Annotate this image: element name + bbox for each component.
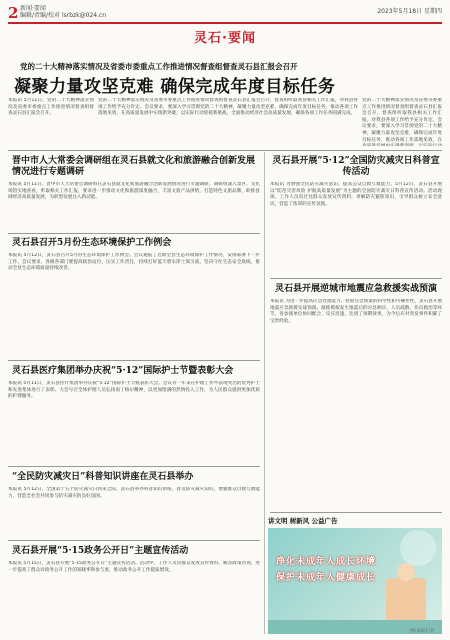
header-meta-line2: 编辑/责编/校对 lsrbzk@024.cn — [20, 12, 107, 19]
divider — [270, 278, 442, 279]
article-nurses-day — [8, 364, 260, 463]
article-title: 灵石县召开5月份生态环境保护工作例会 — [12, 238, 172, 248]
article-disaster-lecture — [8, 470, 260, 527]
article-body: 本报讯 为增强全民防灾减灾意识，提高公众自救互救能力，5月12日，灵石县开展以“防范灾害风险 护航高质量发展”为主题的全国防灾减灾日科普宣传活动。活动现场，工作人员向过往群众发放宣传资料，讲解防灾避险知识，引导群众树立安全意识，营造了浓厚的宣传氛围。 — [270, 182, 442, 207]
article-body: 本报讯 5月11日，晋中市人大常委会调研组在灵石县就文化和旅游融合创新发展情况进行专题调研。调研组深入景区、文化场馆实地查看，听取相关工作汇报，要求进一步推动文化和旅游深度融合，丰富文旅产品供给，打造特色文旅品牌，助推县域经济高质量发展，为转型发展注入新动能。 — [8, 182, 260, 201]
column-separator — [264, 152, 265, 634]
figure-shape — [386, 578, 426, 622]
divider — [8, 233, 260, 234]
article-disaster-day — [270, 154, 442, 278]
article-gov-openness — [8, 544, 260, 631]
lead-byline: 本报讯 5月11日，党的二十大精神落实情况及省委市委重点工作推进情况督查组督查灵石县汇报会召开。 — [8, 98, 94, 117]
divider — [8, 150, 442, 151]
ad-line1: 净化未成年人成长环境 — [276, 557, 377, 567]
ad-credit: 图/本报记者 — [410, 629, 435, 634]
divider — [8, 360, 260, 361]
lead-headline: 凝聚力量攻坚克难 确保完成年度目标任务 — [14, 77, 336, 97]
article-title: “全民防灾减灾日”科普知识讲座在灵石县举办 — [12, 472, 194, 482]
header-rule — [8, 22, 442, 24]
article-title: 灵石县开展“5·15政务公开日”主题宣传活动 — [12, 546, 189, 556]
public-service-ad — [268, 528, 442, 634]
lead-kicker: 党的二十大精神落实情况及省委市委重点工作推进情况督查组督查灵石县汇报会召开 — [20, 62, 298, 71]
page-number: 2 — [8, 4, 19, 22]
article-title: 灵石县开展“5·12”全国防灾减灾日科普宣传活动 — [272, 156, 440, 177]
article-eco-environment — [8, 236, 260, 351]
article-title: 灵石县开展逆城市地震应急救援实战预演 — [274, 284, 437, 294]
article-title: 灵石县医疗集团举办庆祝“5·12”国际护士节暨表彰大会 — [12, 366, 234, 376]
header-meta — [20, 5, 106, 19]
article-body: 本报讯 5月12日，全国第十五个防灾减灾日到来之际，灵石县举办科普知识讲座，普及防灾减灾知识，增强群众自救互救能力，营造全社会共同参与防灾减灾的良好氛围。 — [8, 487, 260, 499]
article-title: 晋中市人大常委会调研组在灵石县就文化和旅游融合创新发展情况进行专题调研 — [12, 156, 256, 177]
divider — [8, 466, 260, 467]
ad-label: 讲文明 树新风 公益广告 — [268, 517, 338, 525]
header-meta-line1: 新闻·要闻 — [20, 5, 46, 12]
divider — [270, 512, 442, 513]
figure-head — [397, 563, 415, 581]
article-earthquake-drill — [270, 282, 442, 499]
section-title: 灵石·要闻 — [194, 31, 256, 46]
ad-line2: 保护未成年人健康成长 — [276, 573, 377, 583]
lead-body: 党的二十大精神落实情况及省委市委重点工作推进情况督查组督查灵石县汇报会召开，督查组听取我县相关工作汇报，对我县各项工作给予充分肯定。会议要求，要深入学习贯彻党的二十大精神，凝聚力量攻坚克难，确保完成年度目标任务，推动各项工作落地见效，在高质量发展中实现新突破，以实际行动迎接新挑战，全面推动经济社会高质量发展，确保各项工作任务圆满完成。 — [98, 98, 358, 117]
article-culture-tourism — [8, 154, 260, 228]
article-body: 本报讯 为进一步提高应急处置能力，检验应急预案的科学性和可操作性，灵石县开展地震应急救援实战预演。演练模拟发生地震后的应急响应、人员疏散、伤员救治等环节，各参演单位协同配合、反应迅速，达到了预期效果，为今后应对突发事件积累了宝贵经验。 — [270, 299, 442, 324]
article-body: 本报讯 5月12日，灵石县召开5月份生态环境保护工作例会。会议通报了近期全县生态环境保护工作情况，安排部署下一步工作。会议要求，各级各部门要提高政治站位，压实工作责任，持续打好蓝天碧水净土保卫战，坚决守住生态安全底线，推动全县生态环境质量持续改善。 — [8, 253, 260, 272]
article-body: 本报讯 5月15日，灵石县开展“5·15政务公开日”主题宣传活动。活动中，工作人员向群众发放宣传资料，解答政策咨询，进一步提高了群众对政务公开工作的知晓率和参与度，推动政务公开工作提质增效。 — [8, 561, 260, 573]
article-body: 本报讯 5月11日，灵石县医疗集团举办庆祝“5·12”国际护士节暨表彰大会。会议对一年来在护理工作中表现突出的优秀护士和先进集体进行了表彰。大会号召全体护理人员弘扬南丁格尔精神，以更加饱满的热情投入工作，为人民群众提供更加优质的护理服务。 — [8, 381, 260, 400]
sun-shape — [400, 530, 436, 566]
issue-date: 2023年5月18日 星期四 — [377, 8, 442, 15]
lead-body-continued: 党的二十大精神落实情况及省委市委重点工作推进情况督查组督查灵石县汇报会召开，督查组听取我县相关工作汇报，对我县各项工作给予充分肯定。会议要求，要深入学习贯彻党的二十大精神，凝聚力量攻坚克难，确保完成年度目标任务，推动各项工作落地见效，在 — [362, 98, 442, 143]
divider — [8, 540, 260, 541]
